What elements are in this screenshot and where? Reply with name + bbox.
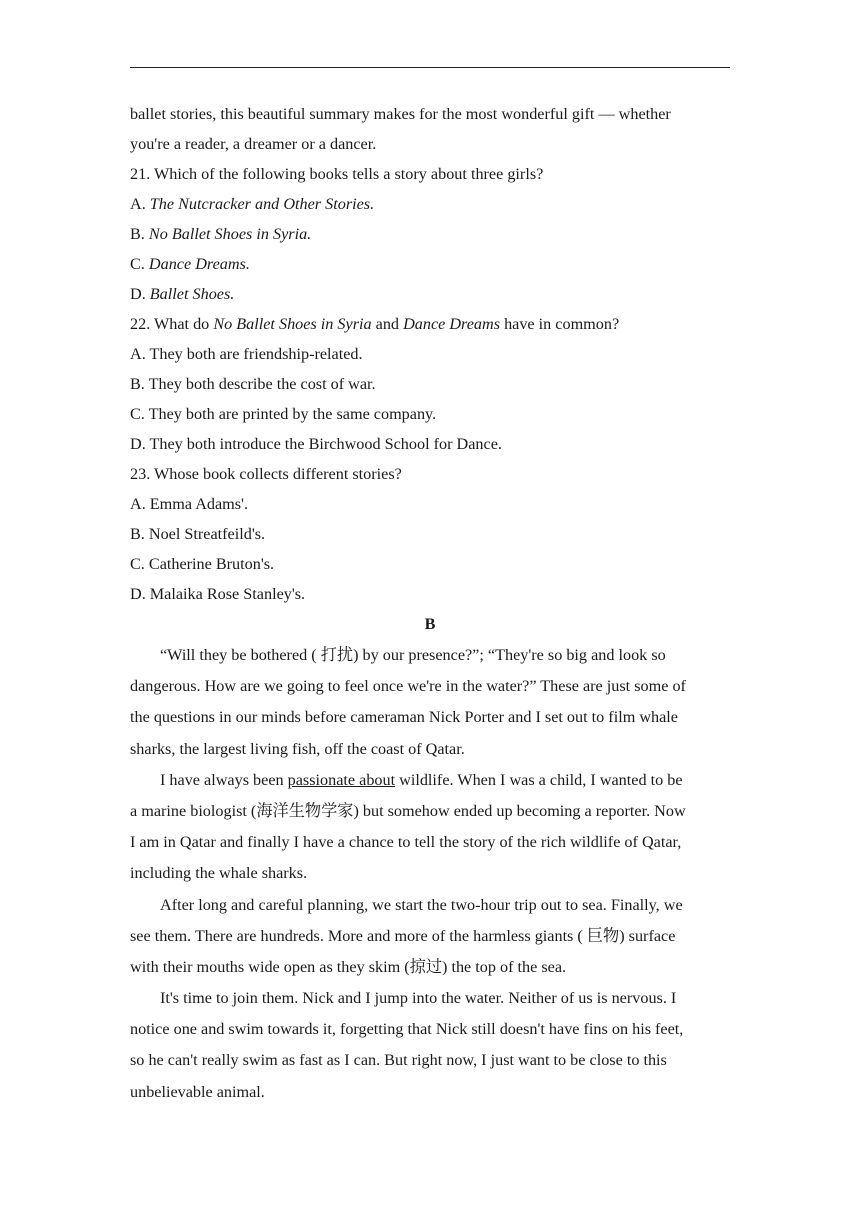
option-letter: C.: [130, 255, 149, 273]
paragraph-line: the questions in our minds before cameraman Nick Porter and I set out to film whale: [130, 708, 678, 727]
stem-text: and: [371, 315, 404, 333]
book-title: Dance Dreams: [403, 315, 501, 333]
question-22-stem: [130, 309, 730, 339]
section-heading: B: [424, 615, 436, 633]
option-letter: D.: [130, 285, 150, 303]
underlined-phrase: passionate about: [287, 770, 396, 789]
paragraph-line: a marine biologist (海洋生物学家) but somehow ended up becoming a reporter. Now: [130, 801, 686, 820]
paragraph-line: see them. There are hundreds. More and more of the harmless giants ( 巨物) surface: [130, 926, 676, 945]
intro-line: ballet stories, this beautiful summary makes for the most wonderful gift — whether: [130, 105, 671, 123]
paragraph-line: I am in Qatar and finally I have a chance to tell the story of the rich wildlife of Qatar,: [130, 833, 682, 852]
question-23-option-d: D. Malaika Rose Stanley's.: [130, 585, 306, 603]
stem-text: 22. What do: [130, 315, 214, 333]
paragraph-4: [130, 983, 730, 1108]
paragraph-line: so he can't really swim as fast as I can. But right now, I just want to be close to this: [130, 1051, 667, 1070]
question-22-option-d: D. They both introduce the Birchwood School for Dance.: [130, 435, 502, 453]
text-run: I have always been: [160, 770, 288, 789]
question-21-option-d: [130, 279, 730, 309]
question-23-option-c: C. Catherine Bruton's.: [130, 555, 275, 573]
paragraph-line: sharks, the largest living fish, off the coast of Qatar.: [130, 739, 465, 758]
paragraph-line: including the whale sharks.: [130, 864, 308, 883]
paragraph-3: [130, 890, 730, 984]
paragraph-2: [130, 765, 730, 890]
paragraph-line: “Will they be bothered ( 打扰) by our presence?”; “They're so big and look so: [160, 646, 666, 664]
paragraph-1: [130, 640, 730, 765]
question-22-option-c: C. They both are printed by the same company.: [130, 405, 437, 423]
paragraph-line: dangerous. How are we going to feel once we're in the water?” These are just some of: [130, 677, 686, 696]
option-letter: B.: [130, 225, 149, 243]
book-title: No Ballet Shoes in Syria.: [148, 225, 312, 243]
question-21-option-c: [130, 249, 730, 279]
option-letter: A.: [130, 195, 150, 213]
book-title: Dance Dreams.: [148, 255, 250, 273]
book-title: Ballet Shoes.: [149, 285, 235, 303]
question-23-stem: 23. Whose book collects different stories?: [130, 465, 402, 483]
question-23-option-b: B. Noel Streatfeild's.: [130, 525, 266, 543]
question-22-option-a: A. They both are friendship-related.: [130, 345, 363, 363]
book-title: No Ballet Shoes in Syria: [213, 315, 372, 333]
text-run: wildlife. When I was a child, I wanted to be: [395, 770, 683, 789]
paragraph-line: with their mouths wide open as they skim (掠过) the top of the sea.: [130, 957, 567, 976]
paragraph-line: It's time to join them. Nick and I jump into the water. Neither of us is nervous. I: [160, 989, 677, 1008]
question-22-option-b: B. They both describe the cost of war.: [130, 375, 376, 393]
intro-line: you're a reader, a dreamer or a dancer.: [130, 135, 377, 153]
question-21-option-b: [130, 219, 730, 249]
header-rule: [130, 67, 730, 68]
paragraph-line: notice one and swim towards it, forgetting that Nick still doesn't have fins on his feet,: [130, 1020, 684, 1039]
question-21-stem: 21. Which of the following books tells a story about three girls?: [130, 165, 544, 183]
question-21-option-a: [130, 189, 730, 219]
paragraph-line: After long and careful planning, we start the two-hour trip out to sea. Finally, we: [160, 895, 683, 914]
book-title: The Nutcracker and Other Stories.: [149, 195, 375, 213]
paragraph-line: unbelievable animal.: [130, 1082, 265, 1101]
document-body: [130, 99, 730, 1108]
question-23-option-a: A. Emma Adams'.: [130, 495, 249, 513]
stem-text: have in common?: [500, 315, 620, 333]
paragraph-line: [130, 765, 730, 796]
